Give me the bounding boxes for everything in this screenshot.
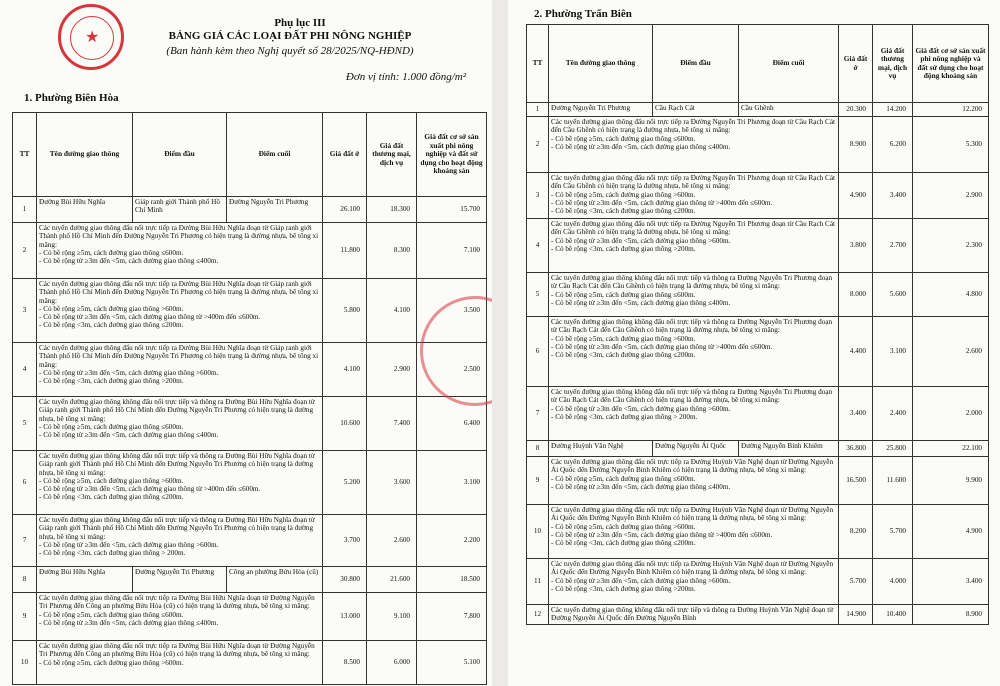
appendix-label: Phụ lục III	[274, 17, 326, 29]
residential-price: 3.800	[839, 219, 873, 273]
road-name: Đường Nguyễn Tri Phương	[549, 103, 653, 117]
end-point: Đường Nguyễn Bỉnh Khiêm	[739, 441, 839, 457]
header-road-name: Tên đường giao thông	[549, 25, 653, 103]
description-text: Các tuyến đường giao thông không đấu nối trực tiếp và thông ra Đường Huỳnh Văn Nghệ đoạn từ Đường Nguyễn Ái Quốc đến Đường Nguyễn Bỉnh	[551, 606, 834, 623]
condition-item: - Có bề rộng từ ≥3m đến <5m, cách đường giao thông từ >400m đến ≤600m.	[551, 530, 773, 539]
road-description	[549, 273, 839, 317]
condition-item: - Có bề rộng ≥5m, cách đường giao thông >600m.	[39, 304, 184, 313]
production-price: 2.600	[913, 317, 989, 387]
description-text: Các tuyến đường giao thông không đấu nối trực tiếp và thông ra Đường Bùi Hữu Nghĩa đoạn từ Giáp ranh giới Thành phố Hồ Chí Minh đến Đường Nguyễn Tri Phương có hiện trạng là đường nhựa, bê tông xi măng:	[39, 398, 315, 423]
condition-item: - Có bề rộng từ ≥3m đến <5m, cách đường giao thông >600m.	[551, 576, 731, 585]
row-number: 3	[13, 279, 37, 343]
road-description	[37, 397, 323, 451]
section-heading: 2. Phường Trấn Biên	[534, 8, 632, 20]
left-page	[0, 0, 492, 686]
table-row	[527, 605, 989, 625]
road-description	[549, 387, 839, 441]
condition-item: - Có bề rộng từ ≥3m đến <5m, cách đường giao thông >600m.	[39, 540, 219, 549]
description-text: Các tuyến đường giao thông đấu nối trực tiếp ra Đường Bùi Hữu Nghĩa đoạn từ Giáp ranh giới Thành phố Hồ Chí Minh đến Đường Nguyễn Tri Phương có hiện trạng là đường nhựa, bê tông xi măng:	[39, 280, 319, 305]
commercial-price: 6.000	[367, 641, 417, 685]
table-row	[527, 505, 989, 559]
residential-price: 8.000	[839, 273, 873, 317]
end-point: Đường Nguyễn Tri Phương	[227, 197, 323, 223]
condition-item: - Có bề rộng <3m, cách đường giao thông > 200m.	[551, 412, 698, 421]
row-number: 6	[13, 451, 37, 515]
commercial-price: 3.400	[873, 173, 913, 219]
residential-price: 11.800	[323, 223, 367, 279]
condition-item: - Có bề rộng từ ≥3m đến <5m, cách đường giao thông ≤400m.	[551, 142, 731, 151]
condition-item: - Có bề rộng từ ≥3m đến <5m, cách đường giao thông ≤400m.	[39, 618, 219, 627]
header-start-point: Điểm đầu	[653, 25, 739, 103]
production-price: 12.200	[913, 103, 989, 117]
description-text: Các tuyến đường giao thông không đấu nối trực tiếp và thông ra Đường Nguyễn Tri Phương đoạn từ Cầu Rạch Cát đến Cầu Ghềnh có hiện trạng là đường nhựa, bê tông xi măng:	[551, 388, 833, 405]
residential-price: 10.600	[323, 397, 367, 451]
road-description	[37, 223, 323, 279]
condition-item: - Có bề rộng ≥5m, cách đường giao thông >600m.	[39, 476, 184, 485]
commercial-price: 7.400	[367, 397, 417, 451]
row-number: 9	[527, 457, 549, 505]
description-text: Các tuyến đường giao thông đấu nối trực tiếp ra Đường Bùi Hữu Nghĩa đoạn từ Đường Nguyễn Tri Phương đến Công an phường Bửu Hòa (cũ) có hiện trạng là đường nhựa, bê tông xi măng:	[39, 594, 315, 611]
row-number: 3	[527, 173, 549, 219]
production-price: 2.000	[913, 387, 989, 441]
table-header-row	[527, 25, 989, 103]
condition-item: - Có bề rộng <3m, cách đường giao thông ≤200m.	[551, 351, 696, 360]
condition-item: - Có bề rộng từ ≥3m đến <5m, cách đường giao thông ≤400m.	[39, 257, 219, 266]
condition-item: - Có bề rộng ≥5m, cách đường giao thông ≤600m.	[39, 422, 184, 431]
condition-item: - Có bề rộng từ ≥3m đến <5m, cách đường giao thông >600m.	[551, 236, 731, 245]
production-price: 9.900	[913, 457, 989, 505]
header-production-price: Giá đất cơ sở sản xuất phi nông nghiệp và đất sử dụng cho hoạt động khoáng sản	[417, 113, 487, 197]
residential-price: 5.700	[839, 559, 873, 605]
row-number: 1	[527, 103, 549, 117]
document-subtitle: (Ban hành kèm theo Nghị quyết số 28/2025/NQ-HĐND)	[166, 45, 414, 57]
road-description	[549, 605, 839, 625]
commercial-price: 2.700	[873, 219, 913, 273]
end-point: Công an phường Bửu Hòa (cũ)	[227, 567, 323, 593]
description-text: Các tuyến đường giao thông không đấu nối trực tiếp và thông ra Đường Bùi Hữu Nghĩa đoạn từ Giáp ranh giới Thành phố Hồ Chí Minh đến Đường Nguyễn Tri Phương có hiện trạng là đường nhựa, bê tông xi măng:	[39, 516, 315, 541]
commercial-price: 11.600	[873, 457, 913, 505]
description-text: Các tuyến đường giao thông đấu nối trực tiếp ra Đường Bùi Hữu Nghĩa đoạn từ Giáp ranh giới Thành phố Hồ Chí Minh đến Đường Nguyễn Tri Phương có hiện trạng là đường nhựa, bê tông xi măng:	[39, 344, 319, 369]
condition-item: - Có bề rộng từ ≥3m đến <5m, cách đường giao thông từ >400m đến ≤600m.	[551, 198, 773, 207]
header-start-point: Điểm đầu	[133, 113, 227, 197]
header-residential-price: Giá đất ở	[323, 113, 367, 197]
commercial-price: 25.800	[873, 441, 913, 457]
condition-item: - Có bề rộng <3m, cách đường giao thông ≤200m.	[39, 493, 184, 502]
road-description	[37, 279, 323, 343]
right-page	[508, 0, 1000, 686]
description-text: Các tuyến đường giao thông đấu nối trực tiếp ra Đường Huỳnh Văn Nghệ đoạn từ Đường Nguyễn Ái Quốc đến Đường Nguyễn Bỉnh Khiêm có hiện trạng là đường nhựa, bê tông xi măng:	[551, 506, 834, 523]
row-number: 8	[13, 567, 37, 593]
production-price: 4.900	[913, 505, 989, 559]
commercial-price: 9.100	[367, 593, 417, 641]
residential-price: 4.400	[839, 317, 873, 387]
production-price: 7.800	[417, 593, 487, 641]
condition-item: - Có bề rộng <3m, cách đường giao thông >200m.	[39, 377, 184, 386]
row-number: 1	[13, 197, 37, 223]
description-text: Các tuyến đường giao thông đấu nối trực tiếp ra Đường Huỳnh Văn Nghệ đoạn từ Đường Nguyễn Ái Quốc đến Đường Nguyễn Bỉnh Khiêm có hiện trạng là đường nhựa, bê tông xi măng:	[551, 458, 834, 475]
production-price: 4.800	[913, 273, 989, 317]
production-price: 5.100	[417, 641, 487, 685]
road-description	[549, 117, 839, 173]
condition-item: - Có bề rộng từ ≥3m đến <5m, cách đường giao thông ≤400m.	[551, 298, 731, 307]
row-number: 11	[527, 559, 549, 605]
commercial-price: 3.100	[873, 317, 913, 387]
condition-item: - Có bề rộng <3m, cách đường giao thông ≤200m.	[39, 321, 184, 330]
table-row	[13, 223, 487, 279]
table-row	[13, 451, 487, 515]
production-price: 3.500	[417, 279, 487, 343]
condition-item: - Có bề rộng ≥5m, cách đường giao thông >600m.	[39, 658, 184, 667]
road-description	[37, 343, 323, 397]
residential-price: 3.400	[839, 387, 873, 441]
road-description	[549, 505, 839, 559]
condition-item: - Có bề rộng ≥5m, cách đường giao thông ≤600m.	[39, 248, 184, 257]
header-road-name: Tên đường giao thông	[37, 113, 133, 197]
condition-item: - Có bề rộng <3m, cách đường giao thông >200m.	[551, 244, 696, 253]
description-text: Các tuyến đường giao thông không đấu nối trực tiếp và thông ra Đường Nguyễn Tri Phương đoạn từ Cầu Rạch Cát đến Cầu Ghềnh có hiện trạng là đường nhựa, bê tông xi măng:	[551, 318, 833, 335]
condition-item: - Có bề rộng ≥5m, cách đường giao thông ≤600m.	[551, 474, 696, 483]
row-number: 9	[13, 593, 37, 641]
table-row	[13, 397, 487, 451]
production-price: 22.100	[913, 441, 989, 457]
commercial-price: 14.200	[873, 103, 913, 117]
row-number: 5	[527, 273, 549, 317]
description-text: Các tuyến đường giao thông đấu nối trực tiếp ra Đường Bùi Hữu Nghĩa đoạn từ Giáp ranh giới Thành phố Hồ Chí Minh đến Đường Nguyễn Tri Phương có hiện trạng là đường nhựa, bê tông xi măng:	[39, 224, 319, 249]
condition-item: - Có bề rộng từ ≥3m đến <5m, cách đường giao thông từ >400m đến ≤600m.	[39, 313, 261, 322]
table-row	[13, 593, 487, 641]
commercial-price: 2.900	[367, 343, 417, 397]
condition-item: - Có bề rộng từ ≥3m đến <5m, cách đường giao thông ≤400m.	[39, 431, 219, 440]
table-row	[527, 173, 989, 219]
price-table	[526, 24, 989, 625]
table-row	[527, 559, 989, 605]
header-residential-price: Giá đất ở	[839, 25, 873, 103]
production-price: 5.300	[913, 117, 989, 173]
header-end-point: Điểm cuối	[227, 113, 323, 197]
residential-price: 5.200	[323, 451, 367, 515]
residential-price: 4.100	[323, 343, 367, 397]
table-row	[527, 219, 989, 273]
residential-price: 3.700	[323, 515, 367, 567]
price-table	[12, 112, 487, 685]
production-price: 2.500	[417, 343, 487, 397]
condition-item: - Có bề rộng ≥5m, cách đường giao thông >600m.	[551, 522, 696, 531]
table-row	[13, 279, 487, 343]
road-description	[37, 641, 323, 685]
commercial-price: 2.400	[873, 387, 913, 441]
condition-item: - Có bề rộng từ ≥3m đến <5m, cách đường giao thông từ >400m đến ≤600m.	[39, 485, 261, 494]
table-row	[13, 343, 487, 397]
road-description	[37, 451, 323, 515]
table-row	[13, 641, 487, 685]
road-description	[549, 173, 839, 219]
commercial-price: 5.700	[873, 505, 913, 559]
commercial-price: 18.300	[367, 197, 417, 223]
condition-item: - Có bề rộng <3m, cách đường giao thông > 200m.	[39, 549, 186, 558]
table-header-row	[13, 113, 487, 197]
commercial-price: 2.600	[367, 515, 417, 567]
road-description	[549, 317, 839, 387]
production-price: 3.400	[913, 559, 989, 605]
residential-price: 14.900	[839, 605, 873, 625]
commercial-price: 8.300	[367, 223, 417, 279]
row-number: 8	[527, 441, 549, 457]
condition-item: - Có bề rộng <3m, cách đường giao thông >200m.	[551, 584, 696, 593]
table-row	[13, 515, 487, 567]
road-description	[549, 219, 839, 273]
condition-item: - Có bề rộng ≥5m, cách đường giao thông >600m.	[551, 334, 696, 343]
start-point: Đường Nguyễn Ái Quốc	[653, 441, 739, 457]
residential-price: 8.500	[323, 641, 367, 685]
description-text: Các tuyến đường giao thông đấu nối trực tiếp ra Đường Nguyễn Tri Phương đoạn từ Cầu Rạch Cát đến Cầu Ghềnh có hiện trạng là đường nhựa, bê tông xi măng:	[551, 174, 836, 191]
production-price: 2.300	[913, 219, 989, 273]
table-row	[527, 387, 989, 441]
row-number: 4	[527, 219, 549, 273]
start-point: Giáp ranh giới Thành phố Hồ Chí Minh	[133, 197, 227, 223]
residential-price: 26.100	[323, 197, 367, 223]
header-tt: TT	[13, 113, 37, 197]
road-name: Đường Bùi Hữu Nghĩa	[37, 567, 133, 593]
row-number: 5	[13, 397, 37, 451]
residential-price: 8.900	[839, 117, 873, 173]
start-point: Cầu Rạch Cát	[653, 103, 739, 117]
description-text: Các tuyến đường giao thông không đấu nối trực tiếp và thông ra Đường Nguyễn Tri Phương đoạn từ Cầu Rạch Cát đến Cầu Ghềnh có hiện trạng là đường nhựa, bê tông xi măng:	[551, 274, 833, 291]
commercial-price: 5.600	[873, 273, 913, 317]
production-price: 8.900	[913, 605, 989, 625]
table-row	[13, 567, 487, 593]
row-number: 12	[527, 605, 549, 625]
condition-item: - Có bề rộng <3m, cách đường giao thông ≤200m.	[551, 207, 696, 216]
production-price: 15.700	[417, 197, 487, 223]
condition-item: - Có bề rộng từ ≥3m đến <5m, cách đường giao thông >600m.	[39, 368, 219, 377]
road-description	[549, 457, 839, 505]
section-heading: 1. Phường Biên Hòa	[24, 92, 119, 104]
road-description	[37, 593, 323, 641]
header-commercial-price: Giá đất thương mại, dịch vụ	[873, 25, 913, 103]
row-number: 10	[527, 505, 549, 559]
residential-price: 4.900	[839, 173, 873, 219]
production-price: 3.100	[417, 451, 487, 515]
start-point: Đường Nguyễn Tri Phương	[133, 567, 227, 593]
header-production-price: Giá đất cơ sở sản xuất phi nông nghiệp và đất sử dụng cho hoạt động khoáng sản	[913, 25, 989, 103]
condition-item: - Có bề rộng ≥5m, cách đường giao thông >600m.	[551, 190, 696, 199]
production-price: 2.900	[913, 173, 989, 219]
description-text: Các tuyến đường giao thông không đấu nối trực tiếp và thông ra Đường Bùi Hữu Nghĩa đoạn từ Giáp ranh giới Thành phố Hồ Chí Minh đến Đường Nguyễn Tri Phương có hiện trạng là đường nhựa, bê tông xi măng:	[39, 452, 315, 477]
residential-price: 16.500	[839, 457, 873, 505]
row-number: 2	[527, 117, 549, 173]
residential-price: 8.200	[839, 505, 873, 559]
commercial-price: 21.600	[367, 567, 417, 593]
condition-item: - Có bề rộng từ ≥3m đến <5m, cách đường giao thông ≤400m.	[551, 482, 731, 491]
condition-item: - Có bề rộng ≥5m, cách đường giao thông ≤600m.	[39, 610, 184, 619]
unit-note: Đơn vị tính: 1.000 đồng/m²	[345, 71, 466, 83]
description-text: Các tuyến đường giao thông đấu nối trực tiếp ra Đường Huỳnh Văn Nghệ đoạn từ Đường Nguyễn Ái Quốc đến Đường Nguyễn Bỉnh Khiêm có hiện trạng là đường nhựa, bê tông xi măng:	[551, 560, 834, 577]
production-price: 6.400	[417, 397, 487, 451]
production-price: 7.100	[417, 223, 487, 279]
commercial-price: 4.100	[367, 279, 417, 343]
residential-price: 36.800	[839, 441, 873, 457]
table-row	[527, 441, 989, 457]
production-price: 2.200	[417, 515, 487, 567]
row-number: 10	[13, 641, 37, 685]
star-icon: ★	[85, 29, 100, 46]
production-price: 18.500	[417, 567, 487, 593]
commercial-price: 10.400	[873, 605, 913, 625]
table-row	[527, 273, 989, 317]
road-name: Đường Huỳnh Văn Nghệ	[549, 441, 653, 457]
row-number: 7	[527, 387, 549, 441]
table-row	[527, 103, 989, 117]
residential-price: 5.800	[323, 279, 367, 343]
road-description	[37, 515, 323, 567]
header-tt: TT	[527, 25, 549, 103]
condition-item: - Có bề rộng từ ≥3m đến <5m, cách đường giao thông >600m.	[551, 404, 731, 413]
commercial-price: 6.200	[873, 117, 913, 173]
description-text: Các tuyến đường giao thông đấu nối trực tiếp ra Đường Nguyễn Tri Phương đoạn từ Cầu Rạch Cát đến Cầu Ghềnh có hiện trạng là đường nhựa, bê tông xi măng:	[551, 118, 836, 135]
document-title: BẢNG GIÁ CÁC LOẠI ĐẤT PHI NÔNG NGHIỆP	[168, 30, 412, 42]
description-text: Các tuyến đường giao thông đấu nối trực tiếp ra Đường Nguyễn Tri Phương đoạn từ Cầu Rạch Cát đến Cầu Ghềnh có hiện trạng là đường nhựa, bê tông xi măng:	[551, 220, 836, 237]
header-end-point: Điểm cuối	[739, 25, 839, 103]
table-row	[527, 457, 989, 505]
condition-item: - Có bề rộng ≥5m, cách đường giao thông ≤600m.	[551, 134, 696, 143]
header-commercial-price: Giá đất thương mại, dịch vụ	[367, 113, 417, 197]
row-number: 7	[13, 515, 37, 567]
end-point: Cầu Ghềnh	[739, 103, 839, 117]
road-description	[549, 559, 839, 605]
condition-item: - Có bề rộng <3m, cách đường giao thông ≤200m.	[551, 539, 696, 548]
row-number: 2	[13, 223, 37, 279]
row-number: 4	[13, 343, 37, 397]
residential-price: 30.800	[323, 567, 367, 593]
residential-price: 20.300	[839, 103, 873, 117]
condition-item: - Có bề rộng ≥5m, cách đường giao thông ≤600m.	[551, 290, 696, 299]
table-row	[527, 117, 989, 173]
residential-price: 13.000	[323, 593, 367, 641]
commercial-price: 4.000	[873, 559, 913, 605]
commercial-price: 3.600	[367, 451, 417, 515]
condition-item: - Có bề rộng từ ≥3m đến <5m, cách đường giao thông từ >400m đến ≤600m.	[551, 342, 773, 351]
road-name: Đường Bùi Hữu Nghĩa	[37, 197, 133, 223]
table-row	[13, 197, 487, 223]
description-text: Các tuyến đường giao thông đấu nối trực tiếp ra Đường Bùi Hữu Nghĩa đoạn từ Đường Nguyễn Tri Phương đến Công an phường Bửu Hòa (cũ) có hiện trạng là đường nhựa, bê tông xi măng:	[39, 642, 315, 659]
row-number: 6	[527, 317, 549, 387]
table-row	[527, 317, 989, 387]
